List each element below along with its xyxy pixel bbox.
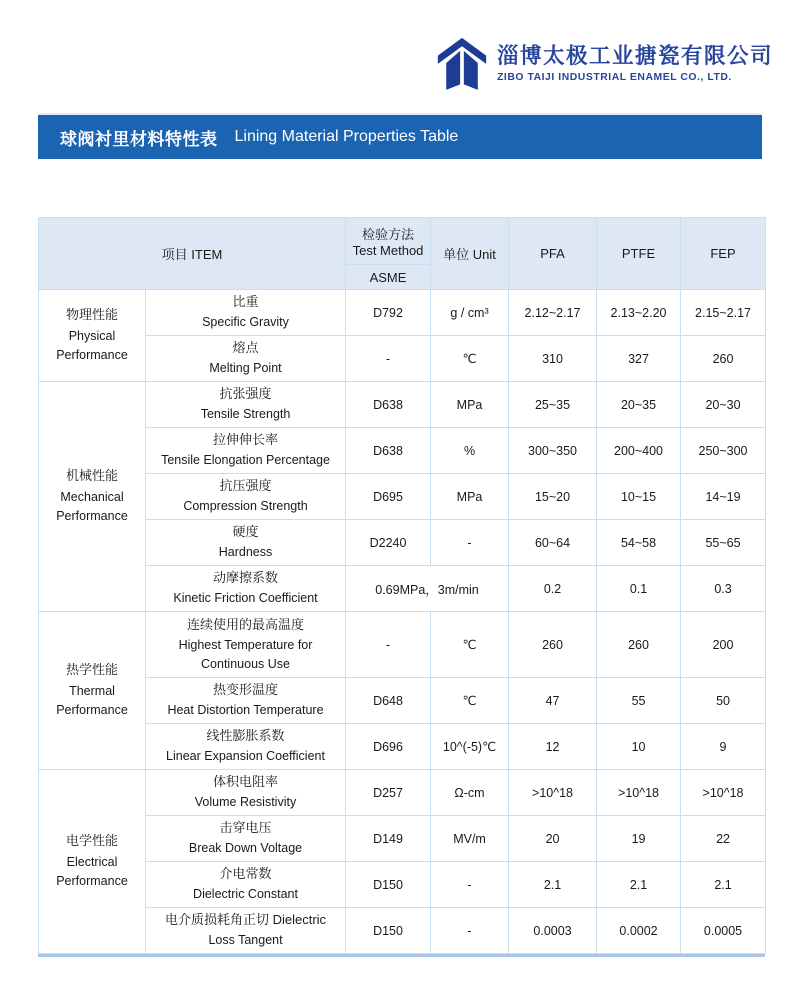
fep-value-cell: 200	[681, 612, 766, 678]
pfa-value-cell: 20	[509, 816, 597, 862]
property-name-en: Heat Distortion Temperature	[167, 703, 324, 718]
ptfe-value-cell: >10^18	[597, 770, 681, 816]
ptfe-value-cell: 10	[597, 724, 681, 770]
method-cell: D638	[346, 428, 431, 474]
ptfe-value-cell: 0.0002	[597, 908, 681, 954]
property-cell	[146, 908, 346, 954]
property-cell	[146, 770, 346, 816]
property-name-cn: 热变形温度	[213, 682, 279, 698]
property-name-cn: 连续使用的最高温度	[187, 616, 305, 632]
fep-value-cell: 20~30	[681, 382, 766, 428]
ptfe-value-cell: 20~35	[597, 382, 681, 428]
property-name-en: Linear Expansion Coefficient	[166, 749, 325, 764]
unit-cell: -	[431, 908, 509, 954]
unit-cell: g / cm³	[431, 290, 509, 336]
property-name-cn: 体积电阻率	[213, 774, 279, 790]
property-name-en: Dielectric Constant	[193, 887, 298, 902]
category-label-cn: 热学性能	[65, 662, 118, 678]
property-name-en: Break Down Voltage	[188, 841, 303, 856]
category-cell-mechanical	[39, 382, 146, 612]
table-row	[39, 724, 766, 770]
property-name-en: Loss Tangent	[208, 933, 283, 948]
table-row	[39, 290, 766, 336]
unit-cell: MPa	[431, 382, 509, 428]
property-name-cn: 抗张强度	[219, 386, 272, 402]
pfa-value-cell: 310	[509, 336, 597, 382]
column-header-unit: 单位 Unit	[431, 218, 509, 290]
fep-value-cell: 2.1	[681, 862, 766, 908]
ptfe-value-cell: 2.13~2.20	[597, 290, 681, 336]
pfa-value-cell: 47	[509, 678, 597, 724]
category-label-cn: 机械性能	[65, 468, 118, 484]
fep-value-cell: >10^18	[681, 770, 766, 816]
property-cell	[146, 678, 346, 724]
unit-cell: ℃	[431, 678, 509, 724]
property-name-en: Volume Resistivity	[194, 795, 297, 810]
category-label-cn: 物理性能	[65, 307, 118, 323]
property-cell	[146, 520, 346, 566]
fep-value-cell: 0.0005	[681, 908, 766, 954]
property-cell	[146, 724, 346, 770]
category-label-cn: 电学性能	[65, 833, 118, 849]
category-cell-thermal	[39, 612, 146, 770]
category-label-en: Physical Performance	[56, 329, 128, 363]
method-cell: D638	[346, 382, 431, 428]
fep-value-cell: 9	[681, 724, 766, 770]
table-row	[39, 678, 766, 724]
pfa-value-cell: 260	[509, 612, 597, 678]
unit-cell: ℃	[431, 612, 509, 678]
fep-value-cell: 2.15~2.17	[681, 290, 766, 336]
pfa-value-cell: 15~20	[509, 474, 597, 520]
unit-cell: ℃	[431, 336, 509, 382]
method-cell: D150	[346, 908, 431, 954]
property-name-en: Specific Gravity	[202, 315, 289, 330]
company-name-en: ZIBO TAIJI INDUSTRIAL ENAMEL CO., LTD.	[496, 71, 732, 83]
method-cell: D792	[346, 290, 431, 336]
table-row	[39, 816, 766, 862]
property-cell	[146, 290, 346, 336]
company-logo-icon	[436, 36, 488, 90]
pfa-value-cell: 0.0003	[509, 908, 597, 954]
table-row	[39, 862, 766, 908]
property-name-en: Hardness	[218, 545, 273, 560]
column-header-fep: FEP	[681, 218, 766, 290]
ptfe-value-cell: 54~58	[597, 520, 681, 566]
method-cell: D150	[346, 862, 431, 908]
property-name-en: Highest Temperature for Continuous Use	[178, 637, 313, 671]
method-cell: D2240	[346, 520, 431, 566]
ptfe-value-cell: 260	[597, 612, 681, 678]
method-cell: D695	[346, 474, 431, 520]
property-name-cn: 线性膨胀系数	[206, 728, 285, 744]
property-name-cn: 动摩擦系数	[213, 570, 279, 586]
property-name-en: Tensile Elongation Percentage	[161, 453, 330, 468]
property-cell	[146, 566, 346, 612]
lining-material-properties-table	[38, 217, 766, 954]
unit-cell: MPa	[431, 474, 509, 520]
category-cell-electrical	[39, 770, 146, 954]
pfa-value-cell: 60~64	[509, 520, 597, 566]
table-row	[39, 908, 766, 954]
property-cell	[146, 612, 346, 678]
method-cell: -	[346, 336, 431, 382]
ptfe-value-cell: 19	[597, 816, 681, 862]
ptfe-value-cell: 0.1	[597, 566, 681, 612]
method-cell: D648	[346, 678, 431, 724]
property-cell	[146, 862, 346, 908]
table-row	[39, 520, 766, 566]
page-title-cn: 球阀衬里材料特性表	[60, 129, 218, 149]
pfa-value-cell: 25~35	[509, 382, 597, 428]
column-header-ptfe: PTFE	[597, 218, 681, 290]
table-row	[39, 382, 766, 428]
section-title-bar	[38, 113, 762, 159]
pfa-value-cell: >10^18	[509, 770, 597, 816]
fep-value-cell: 55~65	[681, 520, 766, 566]
property-name-cn: 击穿电压	[219, 820, 272, 836]
property-cell	[146, 474, 346, 520]
unit-cell: 10^(-5)℃	[431, 724, 509, 770]
company-name-cn: 淄博太极工业搪瓷有限公司	[496, 44, 773, 69]
table-row	[39, 612, 766, 678]
column-header-pfa: PFA	[509, 218, 597, 290]
company-name	[497, 43, 773, 83]
ptfe-value-cell: 10~15	[597, 474, 681, 520]
method-cell: D257	[346, 770, 431, 816]
pfa-value-cell: 2.1	[509, 862, 597, 908]
ptfe-value-cell: 2.1	[597, 862, 681, 908]
unit-cell: -	[431, 520, 509, 566]
column-header-item: 项目 ITEM	[39, 218, 346, 290]
fep-value-cell: 250~300	[681, 428, 766, 474]
property-name-cn: 拉伸伸长率	[213, 432, 279, 448]
column-header-asme: ASME	[346, 265, 431, 290]
category-label-en: Electrical Performance	[56, 855, 128, 889]
property-cell	[146, 816, 346, 862]
property-name-cn: 介电常数	[219, 866, 272, 882]
unit-cell: %	[431, 428, 509, 474]
test-method-label-cn: 检验方法	[362, 227, 415, 242]
pfa-value-cell: 0.2	[509, 566, 597, 612]
pfa-value-cell: 300~350	[509, 428, 597, 474]
table-row	[39, 770, 766, 816]
property-cell	[146, 336, 346, 382]
fep-value-cell: 50	[681, 678, 766, 724]
property-cell	[146, 428, 346, 474]
table-row	[39, 336, 766, 382]
pfa-value-cell: 2.12~2.17	[509, 290, 597, 336]
test-method-label-en: Test Method	[352, 243, 424, 258]
property-name-cn: 硬度	[232, 524, 259, 540]
property-name-en: Tensile Strength	[200, 407, 291, 422]
fep-value-cell: 14~19	[681, 474, 766, 520]
property-name-cn: 比重	[232, 294, 259, 310]
category-label-en: Mechanical Performance	[56, 490, 128, 524]
table-row	[39, 566, 766, 612]
property-name-cn: 熔点	[232, 340, 259, 356]
property-name-en: Kinetic Friction Coefficient	[173, 591, 318, 606]
properties-table-container	[38, 217, 765, 957]
unit-cell: MV/m	[431, 816, 509, 862]
unit-cell: Ω-cm	[431, 770, 509, 816]
method-cell: D149	[346, 816, 431, 862]
table-row	[39, 474, 766, 520]
unit-cell: -	[431, 862, 509, 908]
property-cell	[146, 382, 346, 428]
fep-value-cell: 260	[681, 336, 766, 382]
method-cell: -	[346, 612, 431, 678]
table-row	[39, 428, 766, 474]
category-cell-physical	[39, 290, 146, 382]
property-name-cn: 抗压强度	[219, 478, 272, 494]
fep-value-cell: 0.3	[681, 566, 766, 612]
pfa-value-cell: 12	[509, 724, 597, 770]
fep-value-cell: 22	[681, 816, 766, 862]
property-name-en: Compression Strength	[183, 499, 308, 514]
ptfe-value-cell: 55	[597, 678, 681, 724]
category-label-en: Thermal Performance	[56, 684, 128, 718]
method-cell: D696	[346, 724, 431, 770]
property-name-cn: 电介质损耗角正切 Dielectric	[164, 912, 327, 928]
method-unit-merged-cell: 0.69MPa，3m/min	[346, 566, 509, 612]
ptfe-value-cell: 200~400	[597, 428, 681, 474]
column-header-test-method	[346, 218, 431, 265]
page-title-en: Lining Material Properties Table	[234, 128, 459, 145]
property-name-en: Melting Point	[209, 361, 282, 376]
ptfe-value-cell: 327	[597, 336, 681, 382]
company-logo	[436, 36, 773, 90]
